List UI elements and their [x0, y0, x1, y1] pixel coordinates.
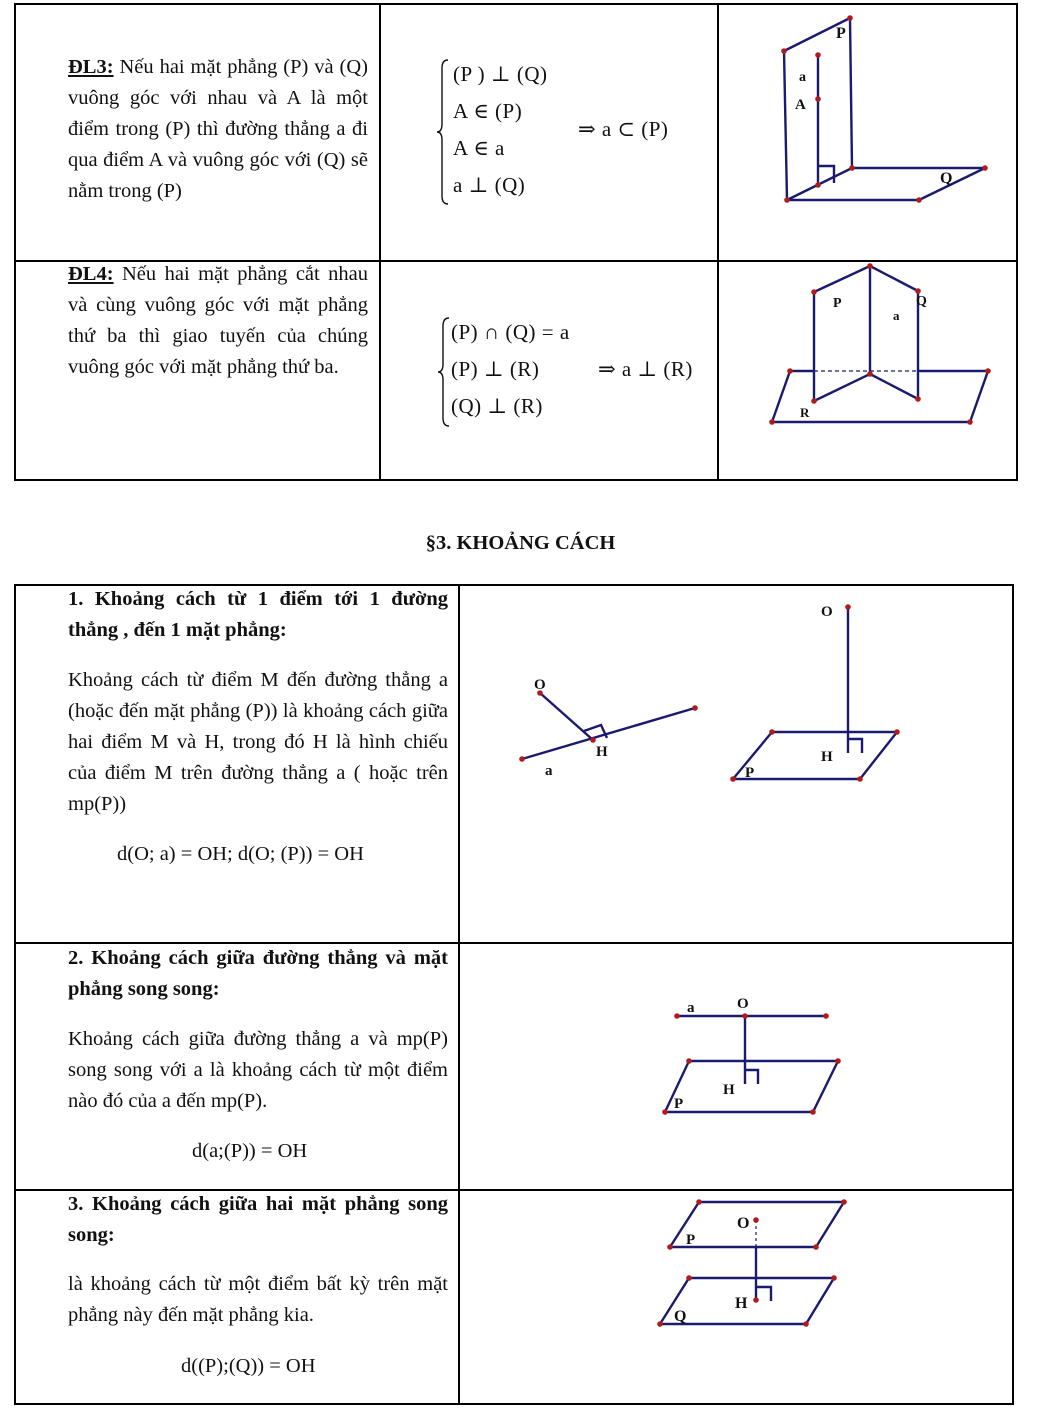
figure-label: P — [745, 765, 755, 781]
figure-label: P — [833, 296, 842, 311]
figure-label: Q — [674, 1308, 687, 1325]
theorem-dl4-conclusion: ⇒ a ⊥ (R) — [598, 357, 693, 381]
figure-label: H — [596, 744, 608, 760]
section-title: §3. KHOẢNG CÁCH — [425, 532, 616, 554]
figure-label: O — [821, 604, 833, 620]
figure-label: O — [737, 1215, 750, 1232]
figure-label: H — [821, 749, 833, 765]
figure-label: a — [545, 763, 553, 779]
figure-distance-2 — [640, 980, 860, 1125]
figure-label: P — [674, 1096, 684, 1112]
theorem-dl3-text — [68, 52, 368, 207]
distance-3-heading: 3. Khoảng cách giữa hai mặt phẳng song song: — [68, 1193, 448, 1246]
system-line: A ∈ (P) — [453, 99, 523, 123]
figure-label: a — [893, 308, 900, 323]
figure-distance-1 — [460, 586, 1012, 940]
distance-2-heading: 2. Khoảng cách giữa đường thẳng và mặt phẳng song song: — [68, 947, 448, 1000]
system-line: (P ) ⊥ (Q) — [453, 62, 548, 86]
system-line: (P) ∩ (Q) = a — [451, 320, 570, 344]
figure-distance-3 — [640, 1190, 860, 1335]
theorem-dl3-body: Nếu hai mặt phẳng (P) và (Q) vuông góc với nhau và A là một điểm trong (P) thì đường thẳng a đi qua điểm A và vuông góc với (Q) sẽ nằm trong (P) — [68, 56, 368, 202]
figure-label: a — [799, 70, 806, 85]
distance-2-formula: d(a;(P)) = OH — [192, 1140, 308, 1162]
brace-icon — [436, 58, 450, 206]
figure-label: Q — [916, 294, 927, 309]
distance-3-text: là khoảng cách từ một điểm bất kỳ trên mặt phẳng này đến mặt phẳng kia. — [68, 1273, 448, 1326]
system-line: (Q) ⊥ (R) — [451, 394, 543, 418]
figure-label: A — [795, 97, 806, 113]
figure-dl3 — [717, 5, 1017, 255]
figure-label: P — [686, 1232, 696, 1248]
figure-label: Q — [940, 170, 953, 187]
figure-label: a — [687, 1000, 695, 1016]
distance-1-heading: 1. Khoảng cách từ 1 điểm tới 1 đường thẳng , đến 1 mặt phẳng: — [68, 588, 448, 641]
theorem-dl3-system — [453, 56, 548, 204]
theorem-dl4-text — [68, 259, 368, 383]
system-line: a ⊥ (Q) — [453, 173, 526, 197]
distance-1-formula: d(O; a) = OH; d(O; (P)) = OH — [117, 843, 364, 865]
figure-label: H — [735, 1295, 748, 1312]
theorem-dl4-system — [451, 314, 570, 425]
system-line: A ∈ a — [453, 136, 505, 160]
distance-3-formula: d((P);(Q)) = OH — [181, 1355, 316, 1377]
figure-label: O — [737, 996, 749, 1012]
table-divider — [379, 5, 381, 479]
theorem-dl3-label: ĐL3: — [68, 56, 114, 78]
theorem-dl4-body: Nếu hai mặt phẳng cắt nhau và cùng vuông góc với mặt phẳng thứ ba thì giao tuyến của chúng vuông góc với mặt phẳng thứ ba. — [68, 263, 368, 378]
figure-label: R — [800, 405, 810, 420]
distance-1-text: Khoảng cách từ điểm M đến đường thẳng a (hoặc đến mặt phẳng (P)) là khoảng cách giữa hai điểm M và H, trong đó H là hình chiếu của điểm M trên đường thẳng a ( hoặc trên mp(P)) — [68, 669, 448, 815]
distance-2-text: Khoảng cách giữa đường thẳng a và mp(P) song song với a là khoảng cách từ một điểm nào đó của a đến mp(P). — [68, 1028, 448, 1112]
brace-icon — [437, 316, 451, 428]
theorem-dl3-conclusion: ⇒ a ⊂ (P) — [578, 117, 669, 141]
theorem-dl4-label: ĐL4: — [68, 263, 114, 285]
figure-dl4 — [717, 260, 1017, 475]
figure-label: H — [723, 1082, 735, 1098]
figure-label: O — [534, 677, 546, 693]
figure-label: P — [836, 25, 846, 42]
system-line: (P) ⊥ (R) — [451, 357, 540, 381]
